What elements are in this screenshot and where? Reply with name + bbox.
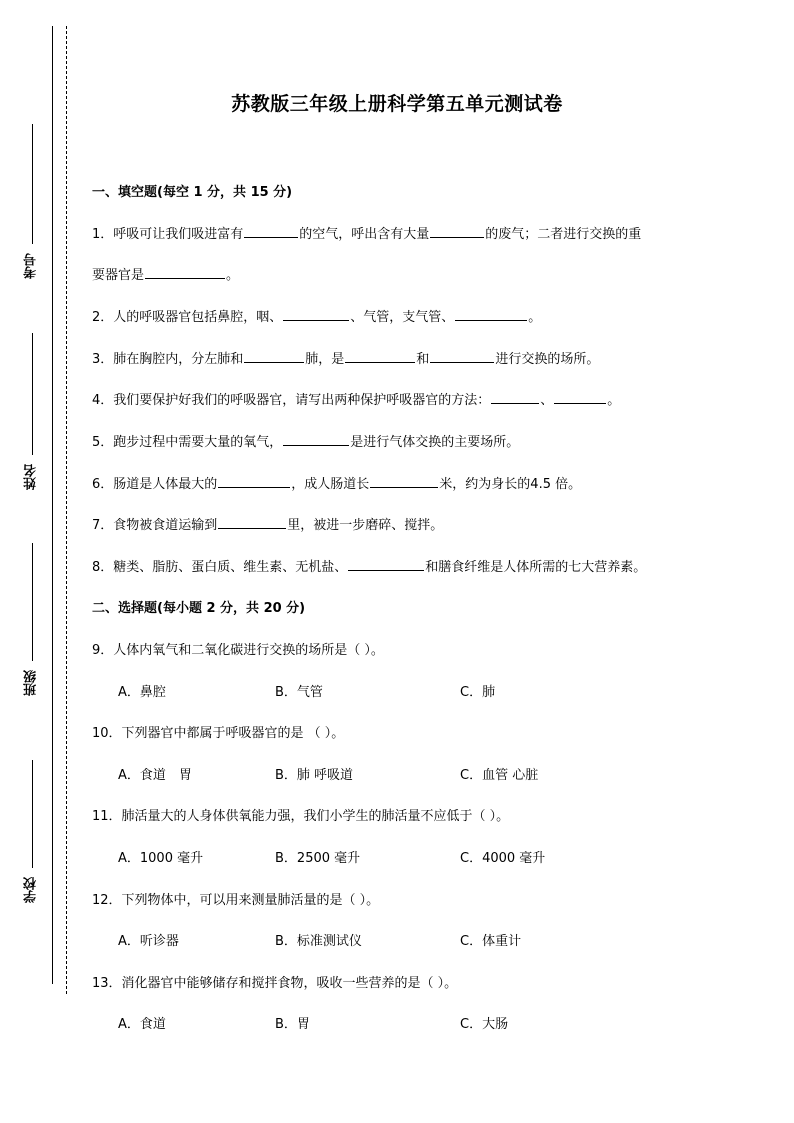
- option-a[interactable]: A．鼻腔: [118, 685, 166, 700]
- question-3: 3．肺在胸腔内，分左肺和 肺，是 和 进行交换的场所。: [92, 352, 600, 367]
- question-5: 5．跑步过程中需要大量的氧气， 是进行气体交换的主要场所。: [92, 435, 520, 450]
- blank-6b[interactable]: [370, 475, 438, 488]
- option-c[interactable]: C．4000 毫升: [460, 851, 546, 866]
- option-a[interactable]: A．食道: [118, 1017, 166, 1032]
- blank-4b[interactable]: [554, 391, 606, 404]
- class-field: [22, 543, 42, 703]
- blank-3c[interactable]: [430, 350, 494, 363]
- question-10: 10．下列器官中都属于呼吸器官的是 （ ）。: [92, 726, 345, 741]
- school-line[interactable]: [32, 760, 33, 868]
- option-c[interactable]: C．血管 心脏: [460, 768, 539, 783]
- blank-4a[interactable]: [491, 391, 539, 404]
- blank-1c[interactable]: [145, 266, 225, 279]
- option-b[interactable]: B．标准测试仪: [275, 934, 362, 949]
- option-c[interactable]: C．体重计: [460, 934, 522, 949]
- option-b[interactable]: B．胃: [275, 1017, 310, 1032]
- blank-8a[interactable]: [348, 558, 424, 571]
- question-12-options: [118, 930, 718, 948]
- question-13: 13．消化器官中能够储存和搅拌食物，吸收一些营养的是（ ）。: [92, 976, 458, 991]
- question-2: 2．人的呼吸器官包括鼻腔，咽、 、气管，支气管、 。: [92, 310, 542, 325]
- name-label: 姓名: [24, 464, 39, 490]
- blank-3a[interactable]: [244, 350, 304, 363]
- question-4: 4．我们要保护好我们的呼吸器官，请写出两种保护呼吸器官的方法： 、 。: [92, 393, 621, 408]
- option-c[interactable]: C．肺: [460, 685, 496, 700]
- section1-heading: 一、填空题(每空 1 分，共 15 分): [92, 185, 293, 200]
- school-label: 学校: [24, 877, 39, 903]
- question-1-cont: 要器官是 。: [92, 268, 240, 283]
- class-line[interactable]: [32, 543, 33, 661]
- option-a[interactable]: A．1000 毫升: [118, 851, 204, 866]
- margin-dashed-line: [66, 26, 67, 994]
- blank-1b[interactable]: [430, 225, 484, 238]
- question-10-options: [118, 764, 718, 782]
- question-13-options: [118, 1013, 718, 1031]
- exam-no-label: 考号: [24, 253, 39, 279]
- blank-3b[interactable]: [345, 350, 415, 363]
- option-c[interactable]: C．大肠: [460, 1017, 509, 1032]
- school-field: [22, 760, 42, 910]
- question-11: 11．肺活量大的人身体供氧能力强，我们小学生的肺活量不应低于（ ）。: [92, 809, 510, 824]
- blank-7a[interactable]: [218, 516, 286, 529]
- option-b[interactable]: B．气管: [275, 685, 323, 700]
- option-b[interactable]: B．肺 呼吸道: [275, 768, 354, 783]
- blank-2b[interactable]: [455, 308, 527, 321]
- class-label: 班级: [24, 670, 39, 696]
- section2-heading: 二、选择题(每小题 2 分，共 20 分): [92, 601, 306, 616]
- blank-5a[interactable]: [283, 433, 349, 446]
- name-line[interactable]: [32, 333, 33, 455]
- option-a[interactable]: A．食道 胃: [118, 768, 192, 783]
- question-9: 9．人体内氧气和二氧化碳进行交换的场所是（ ）。: [92, 643, 384, 658]
- margin-solid-line: [52, 26, 53, 984]
- question-11-options: [118, 847, 718, 865]
- question-8: 8．糖类、脂肪、蛋白质、维生素、无机盐、 和膳食纤维是人体所需的七大营养素。: [92, 560, 647, 575]
- question-7: 7．食物被食道运输到 里，被进一步磨碎、搅拌。: [92, 518, 444, 533]
- question-9-options: [118, 681, 718, 699]
- exam-no-line[interactable]: [32, 124, 33, 244]
- blank-1a[interactable]: [244, 225, 298, 238]
- question-12: 12．下列物体中，可以用来测量肺活量的是（ ）。: [92, 893, 380, 908]
- option-a[interactable]: A．听诊器: [118, 934, 179, 949]
- page-title: 苏教版三年级上册科学第五单元测试卷: [231, 93, 563, 115]
- question-1: 1．呼吸可让我们吸进富有 的空气，呼出含有大量 的废气；二者进行交换的重: [92, 227, 642, 242]
- blank-2a[interactable]: [283, 308, 349, 321]
- name-field: [22, 333, 42, 493]
- blank-6a[interactable]: [218, 475, 290, 488]
- exam-no-field: [22, 124, 42, 284]
- question-6: 6．肠道是人体最大的 ，成人肠道长 米，约为身长的4.5 倍。: [92, 477, 582, 492]
- option-b[interactable]: B．2500 毫升: [275, 851, 361, 866]
